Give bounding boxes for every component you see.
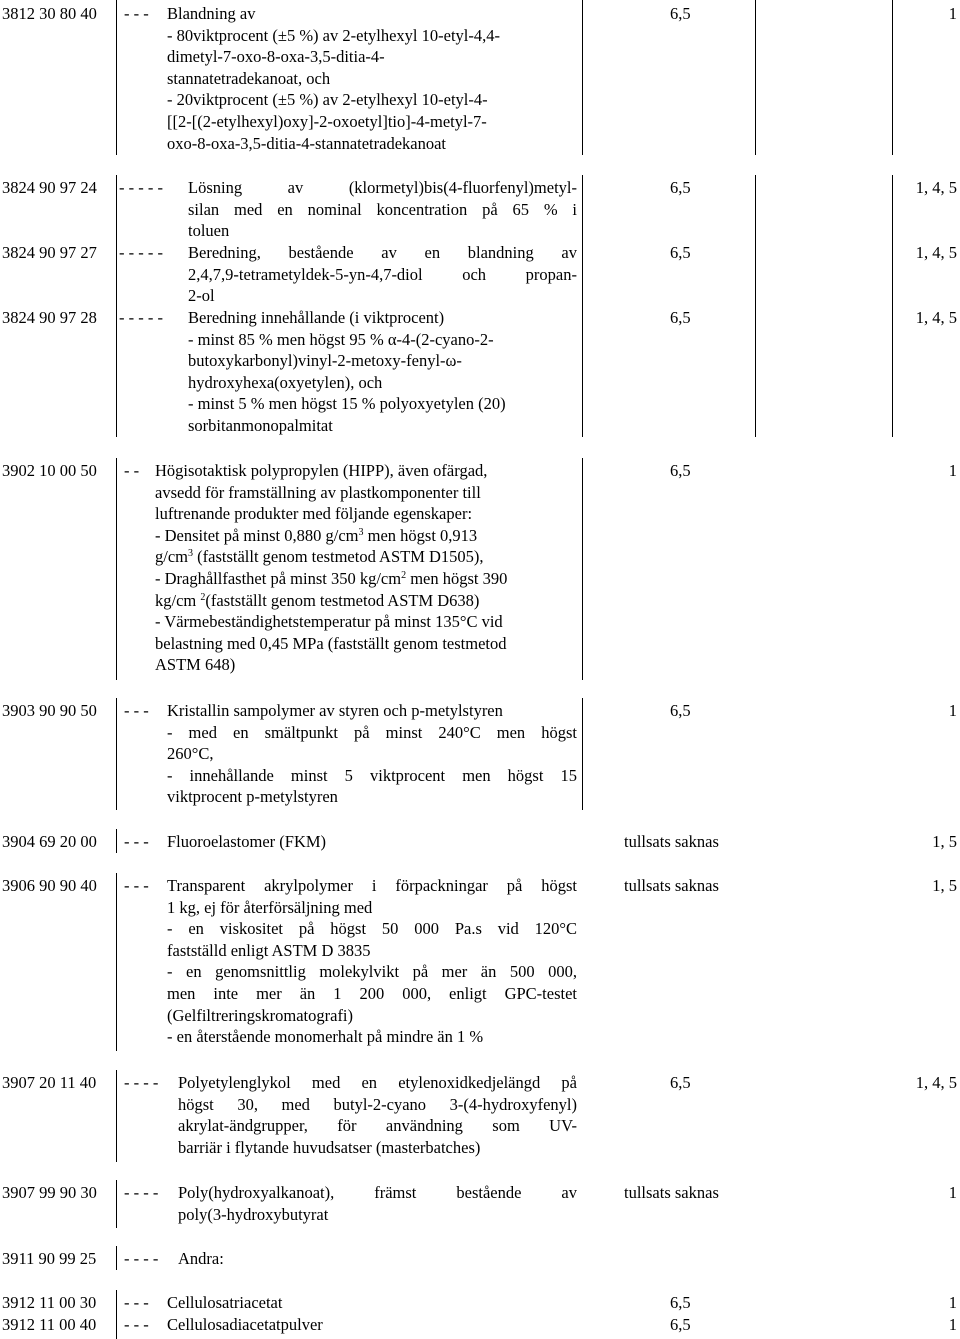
footnote-refs: 1, 4, 5 <box>915 1073 957 1092</box>
description-line: luftrenande produkter med följande egenskaper: <box>155 504 473 524</box>
duty-rate: tullsats saknas <box>624 876 719 895</box>
duty-rate: 6,5 <box>670 308 691 327</box>
goods-description <box>167 1292 577 1314</box>
duty-rate: 6,5 <box>670 1315 691 1334</box>
description-line: belastning med 0,45 MPa (fastställt genom testmetod <box>155 633 507 653</box>
cn-code: 3907 20 11 40 <box>2 1073 97 1092</box>
footnote-refs: 1, 5 <box>932 876 957 895</box>
duty-rate: 6,5 <box>670 178 691 197</box>
column-rule <box>116 1070 117 1162</box>
goods-description <box>178 1248 577 1270</box>
footnote-refs: 1 <box>948 4 957 23</box>
footnote-refs: 1 <box>948 1293 957 1312</box>
description-line: avsedd för framställning av plastkomponenter till <box>155 482 481 502</box>
description-line: - 20viktprocent (±5 %) av 2-etylhexyl 10-etyl-4- <box>167 90 488 110</box>
column-rule <box>582 458 583 680</box>
column-rule <box>755 0 756 155</box>
duty-rate: 6,5 <box>670 243 691 262</box>
footnote-refs: 1 <box>948 1183 957 1202</box>
description-line: Polyetylenglykol med en etylenoxidkedjelängd på <box>178 1073 577 1092</box>
description-line: - Draghållfasthet på minst 350 $kg/cm^2$ men högst 390 <box>155 568 508 588</box>
indent-dashes: - - - <box>124 4 149 23</box>
description-line: - minst 5 % men högst 15 % polyoxyetylen (20) <box>188 394 506 414</box>
footnote-refs: 1, 4, 5 <box>915 178 957 197</box>
cn-code: 3824 90 97 27 <box>2 243 97 262</box>
column-rule <box>892 0 893 155</box>
description-line: Beredning, bestående av en blandning av <box>188 243 577 262</box>
column-rule <box>582 0 583 155</box>
description-line: dimetyl-7-oxo-8-oxa-3,5-ditia-4- <box>167 47 385 67</box>
cn-code: 3824 90 97 28 <box>2 308 97 327</box>
description-line: - en viskositet på högst 50 000 Pa.s vid 120°C <box>167 919 577 939</box>
description-line: (Gelfiltreringskromatografi) <box>167 1005 354 1025</box>
description-line: - med en smältpunkt på minst 240°C men högst <box>167 722 577 742</box>
duty-rate: 6,5 <box>670 4 691 23</box>
description-line: - 80viktprocent (±5 %) av 2-etylhexyl 10-etyl-4,4- <box>167 25 500 45</box>
column-rule <box>892 175 893 437</box>
cn-code: 3812 30 80 40 <box>2 4 97 23</box>
indent-dashes: - - - - - <box>119 178 163 197</box>
goods-description <box>167 1314 577 1336</box>
description-line: Cellulosatriacetat <box>167 1293 283 1312</box>
indent-dashes: - - - - <box>124 1249 159 1268</box>
indent-dashes: - - - - <box>124 1073 159 1092</box>
duty-rate: 6,5 <box>670 461 691 480</box>
goods-description <box>188 177 577 242</box>
column-rule <box>116 1180 117 1228</box>
cn-code: 3824 90 97 24 <box>2 178 97 197</box>
duty-rate: tullsats saknas <box>624 832 719 851</box>
description-line: Blandning av <box>167 4 256 23</box>
description-line: ASTM 648) <box>155 655 236 675</box>
footnote-refs: 1, 4, 5 <box>915 308 957 327</box>
indent-dashes: - - - <box>124 876 149 895</box>
description-line: [[2-[(2-etylhexyl)oxy]-2-oxoetyl]tio]-4-metyl-7- <box>167 111 487 131</box>
description-line: silan med en nominal koncentration på 65 % i <box>188 199 577 219</box>
column-rule <box>116 873 117 1051</box>
duty-rate: 6,5 <box>670 1073 691 1092</box>
description-line: stannatetradekanoat, och <box>167 68 331 88</box>
indent-dashes: - - - <box>124 701 149 720</box>
description-line: hydroxyhexa(oxyetylen), och <box>188 372 383 392</box>
description-line: 1 kg, ej för återförsäljning med <box>167 897 373 917</box>
description-line: - Värmebeständighetstemperatur på minst 135°C vid <box>155 612 503 632</box>
column-rule <box>582 175 583 437</box>
description-line: 260°C, <box>167 744 214 764</box>
indent-dashes: - - - <box>124 1315 149 1334</box>
description-line: Fluoroelastomer (FKM) <box>167 832 327 851</box>
column-rule <box>116 1290 117 1339</box>
description-line: toluen <box>188 221 230 241</box>
goods-description <box>167 700 577 808</box>
description-line: - en genomsnittlig molekylvikt på mer än 500 000, <box>167 962 577 982</box>
column-rule <box>116 0 117 155</box>
description-line: barriär i flytande huvudsatser (masterbatches) <box>178 1137 481 1157</box>
description-line: Poly(hydroxyalkanoat), främst bestående av <box>178 1183 577 1202</box>
goods-description <box>167 875 577 1048</box>
duty-rate: tullsats saknas <box>624 1183 719 1202</box>
indent-dashes: - - - - - <box>119 243 163 262</box>
description-line: högst 30, med butyl-2-cyano 3-(4-hydroxyfenyl) <box>178 1094 577 1114</box>
column-rule <box>582 698 583 810</box>
cn-code: 3903 90 90 50 <box>2 701 97 720</box>
indent-dashes: - - - <box>124 832 149 851</box>
cn-code: 3906 90 90 40 <box>2 876 97 895</box>
indent-dashes: - - - - - <box>119 308 163 327</box>
cn-code: 3902 10 00 50 <box>2 461 97 480</box>
description-line: Lösning av (klormetyl)bis(4-fluorfenyl)metyl- <box>188 178 577 197</box>
column-rule <box>116 1246 117 1270</box>
duty-rate: 6,5 <box>670 701 691 720</box>
column-rule <box>116 175 117 437</box>
duty-rate: 6,5 <box>670 1293 691 1312</box>
cn-code: 3904 69 20 00 <box>2 832 97 851</box>
column-rule <box>116 458 117 680</box>
description-line: Cellulosadiacetatpulver <box>167 1315 323 1334</box>
goods-description <box>167 3 577 154</box>
description-line: Andra: <box>178 1249 224 1268</box>
footnote-refs: 1, 5 <box>932 832 957 851</box>
description-line: - minst 85 % men högst 95 % α-4-(2-cyano-2- <box>188 329 494 349</box>
goods-description <box>178 1182 577 1225</box>
footnote-refs: 1 <box>948 1315 957 1334</box>
description-line: Kristallin sampolymer av styren och p-metylstyren <box>167 701 503 720</box>
description-line: poly(3-hydroxybutyrat <box>178 1204 329 1224</box>
cn-code: 3911 90 99 25 <box>2 1249 97 1268</box>
column-rule <box>116 698 117 810</box>
cn-code: 3912 11 00 30 <box>2 1293 97 1312</box>
goods-description <box>178 1072 577 1158</box>
description-line: viktprocent p-metylstyren <box>167 787 338 807</box>
indent-dashes: - - - - <box>124 1183 159 1202</box>
description-line: men inte mer än 1 200 000, enligt GPC-testet <box>167 983 577 1003</box>
indent-dashes: - - - <box>124 1293 149 1312</box>
description-line: butoxykarbonyl)vinyl-2-metoxy-fenyl-ω- <box>188 351 462 371</box>
cn-code: 3907 99 90 30 <box>2 1183 97 1202</box>
goods-description <box>188 242 577 307</box>
description-line: Beredning innehållande (i viktprocent) <box>188 308 445 327</box>
description-line: $g/cm^3$ (fastställt genom testmetod ASTM D1505), <box>155 547 484 567</box>
goods-description <box>155 460 577 676</box>
description-line: - innehållande minst 5 viktprocent men högst 15 <box>167 765 577 785</box>
description-line: fastställd enligt ASTM D 3835 <box>167 940 371 960</box>
description-line: sorbitanmonopalmitat <box>188 415 333 435</box>
description-line: - en återstående monomerhalt på mindre än 1 % <box>167 1027 484 1047</box>
column-rule <box>116 829 117 853</box>
description-line: oxo-8-oxa-3,5-ditia-4-stannatetradekanoat <box>167 133 447 153</box>
description-line: - Densitet på minst 0,880 $g/cm^3$ men högst 0,913 <box>155 525 478 545</box>
cn-code: 3912 11 00 40 <box>2 1315 97 1334</box>
description-line: 2,4,7,9-tetrametyldek-5-yn-4,7-diol och propan- <box>188 264 577 284</box>
goods-description <box>167 831 577 853</box>
description-line: akrylat-ändgrupper, för användning som UV- <box>178 1116 577 1136</box>
footnote-refs: 1 <box>948 461 957 480</box>
indent-dashes: - - <box>124 461 140 480</box>
description-line: Högisotaktisk polypropylen (HIPP), även ofärgad, <box>155 461 488 480</box>
column-rule <box>755 175 756 437</box>
footnote-refs: 1, 4, 5 <box>915 243 957 262</box>
description-line: Transparent akrylpolymer i förpackningar på högst <box>167 876 577 895</box>
goods-description <box>188 307 577 437</box>
footnote-refs: 1 <box>948 701 957 720</box>
description-line: kg/cm $^2$(fastställt genom testmetod ASTM D638) <box>155 590 480 610</box>
description-line: 2-ol <box>188 286 215 306</box>
